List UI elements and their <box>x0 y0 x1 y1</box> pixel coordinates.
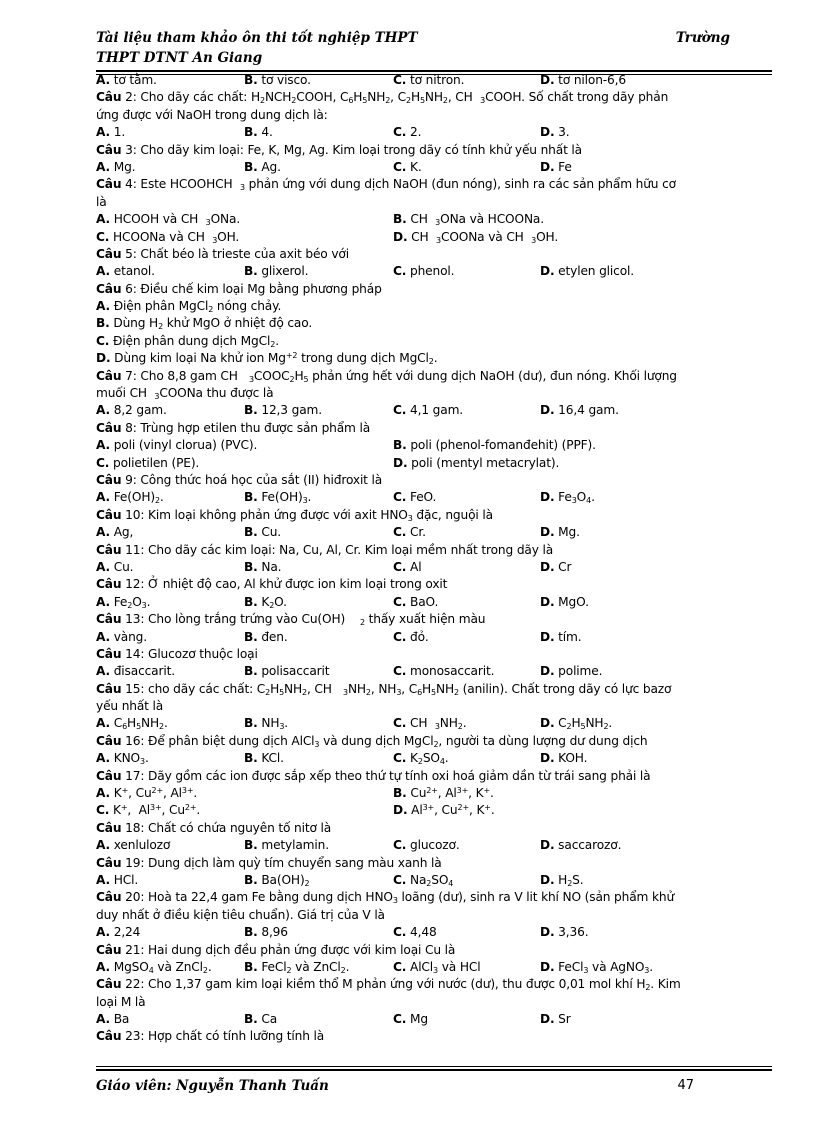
answer-option: C. K. <box>393 159 422 174</box>
question-line: A. Điện phân MgCl$_2$ nóng chảy. <box>96 299 282 315</box>
answer-option: D. tơ nilon-6,6 <box>540 73 626 87</box>
question-line: Câu 6: Điều chế kim loại Mg bằng phương pháp <box>96 281 382 296</box>
question-line: Câu 13: Cho lòng trắng trứng vào Cu(OH) $_2$ thấy xuất hiện màu <box>96 612 486 628</box>
answer-option: C. Mg <box>393 1012 428 1027</box>
answer-option: C. Cr. <box>393 525 426 540</box>
question-line: Câu 4: Este HCOOHCH $_3$ phản ứng với dung dịch NaOH (đun nóng), sinh ra các sản phẩm hữu cơ <box>96 177 676 193</box>
answer-options <box>96 229 772 246</box>
question-line: Câu 3: Cho dãy kim loại: Fe, K, Mg, Ag. Kim loại trong dãy có tính khử yếu nhất là <box>96 142 582 157</box>
answer-option: C. HCOONa và CH $_3$OH. <box>96 229 240 245</box>
answer-option: B. 8,96 <box>244 925 288 940</box>
answer-options <box>96 715 772 732</box>
question-line: loại M là <box>96 994 146 1009</box>
answer-option: D. 3. <box>540 125 570 140</box>
question-line: Câu 9: Công thức hoá học của sắt (II) hiđroxit là <box>96 472 383 487</box>
answer-option: C. polietilen (PE). <box>96 455 200 470</box>
answer-options <box>96 959 772 976</box>
answer-option: B. Ca <box>244 1012 278 1027</box>
answer-option: A. Ba <box>96 1012 130 1027</box>
question-line: Câu 15: cho dãy các chất: $C_2H_5NH_2$, CH $_3NH_2$, $NH_3$, $C_6H_5NH_2$ (anilin). Chất trong dãy có lực bazơ <box>96 681 672 697</box>
answer-option: C. 4,48 <box>393 925 437 940</box>
answer-options <box>96 1011 772 1028</box>
answer-option: A. $Fe_2O_3$. <box>96 594 151 610</box>
question-line: muối CH $_3$COONa thu được là <box>96 386 274 402</box>
footer-teacher: Giáo viên: Nguyễn Thanh Tuấn <box>96 1078 329 1094</box>
answer-option: D. Mg. <box>540 525 580 540</box>
question-line: Câu 7: Cho 8,8 gam CH $_3COOC_2H_5$ phản ứng hết với dung dịch NaOH (dư), đun nóng. Khối lượng <box>96 368 677 384</box>
question-line: Câu 19: Dung dịch làm quỳ tím chuyển sang màu xanh là <box>96 855 442 870</box>
answer-option: A. poli (vinyl clorua) (PVC). <box>96 438 258 453</box>
answer-options <box>96 489 772 506</box>
answer-option: D. KOH. <box>540 751 588 766</box>
answer-option: C. 4,1 gam. <box>393 403 464 418</box>
answer-option: C. $K_2SO_4$. <box>393 751 449 767</box>
answer-option: C. AlCl$_3$ và HCl <box>393 959 481 975</box>
question-line: Câu 12: Ở nhiệt độ cao, Al khử được ion kim loại trong oxit <box>96 577 448 592</box>
question-line: Câu 11: Cho dãy các kim loại: Na, Cu, Al, Cr. Kim loại mềm nhất trong dãy là <box>96 542 554 557</box>
answer-option: A. 8,2 gam. <box>96 403 167 418</box>
question-line: Câu 17: Dãy gồm các ion được sắp xếp theo thứ tự tính oxi hoá giảm dần từ trái sang phải là <box>96 768 651 783</box>
answer-option: D. 3,36. <box>540 925 589 940</box>
question-line: ứng được với NaOH trong dung dịch là: <box>96 107 328 122</box>
answer-option: C. FeO. <box>393 490 437 505</box>
answer-options <box>96 924 772 941</box>
answer-option: A. $Fe(OH)_2$. <box>96 490 164 506</box>
answer-options <box>96 455 772 472</box>
answer-option: B. đen. <box>244 629 288 644</box>
question-line: C. Điện phân dung dịch MgCl$_2$. <box>96 333 279 349</box>
answer-option: B. tơ visco. <box>244 73 311 87</box>
question-line: Câu 8: Trùng hợp etilen thu được sản phẩm là <box>96 420 371 435</box>
answer-options <box>96 872 772 889</box>
answer-options <box>96 72 772 89</box>
question-line: yếu nhất là <box>96 699 164 714</box>
answer-option: A. xenlulozơ <box>96 838 171 853</box>
answer-options <box>96 663 772 680</box>
answer-option: A. tơ tằm. <box>96 73 157 87</box>
answer-option: C. glucozơ. <box>393 838 460 853</box>
answer-option: C. CH $_3NH_2$. <box>393 716 467 732</box>
answer-option: C. $Na_2SO_4$ <box>393 872 454 888</box>
answer-option: B. 12,3 gam. <box>244 403 322 418</box>
answer-option: B. KCl. <box>244 751 284 766</box>
answer-options <box>96 211 772 228</box>
answer-option: A. 2,24 <box>96 925 141 940</box>
question-list <box>96 72 772 1046</box>
answer-option: D. CH $_3$COONa và CH $_3$OH. <box>393 229 559 245</box>
answer-option: C. tơ nitron. <box>393 73 465 87</box>
page-header <box>96 24 772 68</box>
answer-options <box>96 750 772 767</box>
answer-option: A. HCOOH và CH $_3$ONa. <box>96 212 241 228</box>
footer-rule <box>96 1069 772 1071</box>
question-line: Câu 14: Glucozơ thuộc loại <box>96 646 258 661</box>
header-right: Trường <box>675 30 730 46</box>
answer-options <box>96 263 772 280</box>
answer-option: B. glixerol. <box>244 264 309 279</box>
answer-options <box>96 524 772 541</box>
page-number: 47 <box>677 1078 694 1093</box>
answer-option: D. etylen glicol. <box>540 264 634 279</box>
answer-option: D. 16,4 gam. <box>540 403 619 418</box>
question-line: Câu 20: Hoà ta 22,4 gam Fe bằng dung dịch $HNO_3$ loãng (dư), sinh ra V lit khí NO (sản phẩm khử <box>96 890 675 906</box>
answer-option: C. đỏ. <box>393 629 429 644</box>
question-line: Câu 18: Chất có chứa nguyên tố nitơ là <box>96 820 332 835</box>
question-line: Câu 2: Cho dãy các chất: $H_2NCH_2COOH$, $C_6H_5NH_2$, $C_2H_5NH_2$, CH $_3$COOH. Số chất trong dãy phản <box>96 90 669 106</box>
answer-option: D. $Fe_3O_4$. <box>540 490 595 506</box>
answer-option: B. $Cu^{2+}$, $Al^{3+}$, K+. <box>393 786 494 801</box>
answer-option: B. 4. <box>244 125 273 140</box>
answer-option: B. metylamin. <box>244 838 329 853</box>
answer-option: A. $C_6H_5NH_2$. <box>96 716 168 732</box>
answer-option: D. tím. <box>540 629 582 644</box>
answer-option: C. monosaccarit. <box>393 664 495 679</box>
question-line: Câu 5: Chất béo là trieste của axit béo với <box>96 246 349 261</box>
answer-options <box>96 802 772 819</box>
footer-rule-thin <box>96 1066 772 1067</box>
answer-option: A. MgSO$_4$ và ZnCl$_2$. <box>96 959 212 975</box>
answer-options <box>96 437 772 454</box>
question-line: là <box>96 194 107 209</box>
question-line: B. Dùng $H_2$ khử MgO ở nhiệt độ cao. <box>96 316 313 332</box>
answer-option: B. polisaccarit <box>244 664 330 679</box>
header-school: THPT DTNT An Giang <box>96 50 263 66</box>
answer-option: C. K+, $Al^{3+}$, $Cu^{2+}$. <box>96 803 201 818</box>
question-line: Câu 16: Để phân biệt dung dịch AlCl$_3$ và dung dịch MgCl$_2$, người ta dùng lượng dư dung dịch <box>96 733 648 749</box>
answer-option: A. đisaccarit. <box>96 664 175 679</box>
answer-option: B. poli (phenol-fomanđehit) (PPF). <box>393 438 596 453</box>
question-line: Câu 10: Kim loại không phản ứng được với axit $HNO_3$ đặc, nguội là <box>96 507 493 523</box>
answer-option: D. $H_2S$. <box>540 872 584 888</box>
answer-option: D. poli (mentyl metacrylat). <box>393 455 560 470</box>
answer-option: A. Mg. <box>96 159 136 174</box>
answer-option: D. polime. <box>540 664 603 679</box>
question-line: duy nhất ở điều kiện tiêu chuẩn). Giá trị của V là <box>96 907 385 922</box>
answer-option: B. $Fe(OH)_3$. <box>244 490 312 506</box>
answer-option: B. FeCl$_2$ và ZnCl$_2$. <box>244 959 350 975</box>
answer-options <box>96 402 772 419</box>
answer-option: B. $K_2O$. <box>244 594 287 610</box>
answer-option: D. MgO. <box>540 594 589 609</box>
answer-option: B. $NH_3$. <box>244 716 289 732</box>
question-line: D. Dùng kim loại Na khử ion $Mg^{+2}$ trong dung dịch MgCl$_2$. <box>96 351 438 367</box>
answer-option: A. etanol. <box>96 264 155 279</box>
answer-option: D. Fe <box>540 159 572 174</box>
answer-option: A. K+, $Cu^{2+}$, $Al^{3+}$. <box>96 786 198 801</box>
answer-options <box>96 785 772 802</box>
page-footer <box>96 1078 772 1098</box>
answer-option: D. saccarozơ. <box>540 838 622 853</box>
answer-option: D. FeCl$_3$ và AgNO$_3$. <box>540 959 653 975</box>
question-line: Câu 23: Hợp chất có tính lưỡng tính là <box>96 1029 325 1044</box>
answer-option: D. $C_2H_5NH_2$. <box>540 716 613 732</box>
answer-options <box>96 837 772 854</box>
answer-option: A. $KNO_3$. <box>96 751 149 767</box>
question-line: Câu 22: Cho 1,37 gam kim loại kiềm thổ M phản ứng với nước (dư), thu được 0,01 mol khí $H_2$. Kim <box>96 977 681 993</box>
answer-options <box>96 629 772 646</box>
answer-option: B. Na. <box>244 559 282 574</box>
answer-option: C. 2. <box>393 125 422 140</box>
answer-option: C. Al <box>393 559 422 574</box>
answer-options <box>96 559 772 576</box>
answer-option: A. 1. <box>96 125 126 140</box>
answer-option: B. Cu. <box>244 525 282 540</box>
answer-option: A. vàng. <box>96 629 147 644</box>
question-line: Câu 21: Hai dung dịch đều phản ứng được với kim loại Cu là <box>96 942 456 957</box>
answer-option: A. Ag, <box>96 525 134 540</box>
answer-option: B. $Ba(OH)_2$ <box>244 872 310 888</box>
answer-option: B. CH $_3$ONa và HCOONa. <box>393 212 544 228</box>
answer-option: A. HCl. <box>96 872 139 887</box>
answer-option: D. Sr <box>540 1012 571 1027</box>
answer-options <box>96 159 772 176</box>
header-title: Tài liệu tham khảo ôn thi tốt nghiệp THPT <box>96 30 418 46</box>
answer-option: A. Cu. <box>96 559 134 574</box>
answer-options <box>96 124 772 141</box>
answer-option: C. BaO. <box>393 594 439 609</box>
answer-option: D. Cr <box>540 559 572 574</box>
answer-option: B. Ag. <box>244 159 281 174</box>
answer-option: D. $Al^{3+}$, $Cu^{2+}$, K+. <box>393 803 495 818</box>
answer-options <box>96 594 772 611</box>
answer-option: C. phenol. <box>393 264 455 279</box>
